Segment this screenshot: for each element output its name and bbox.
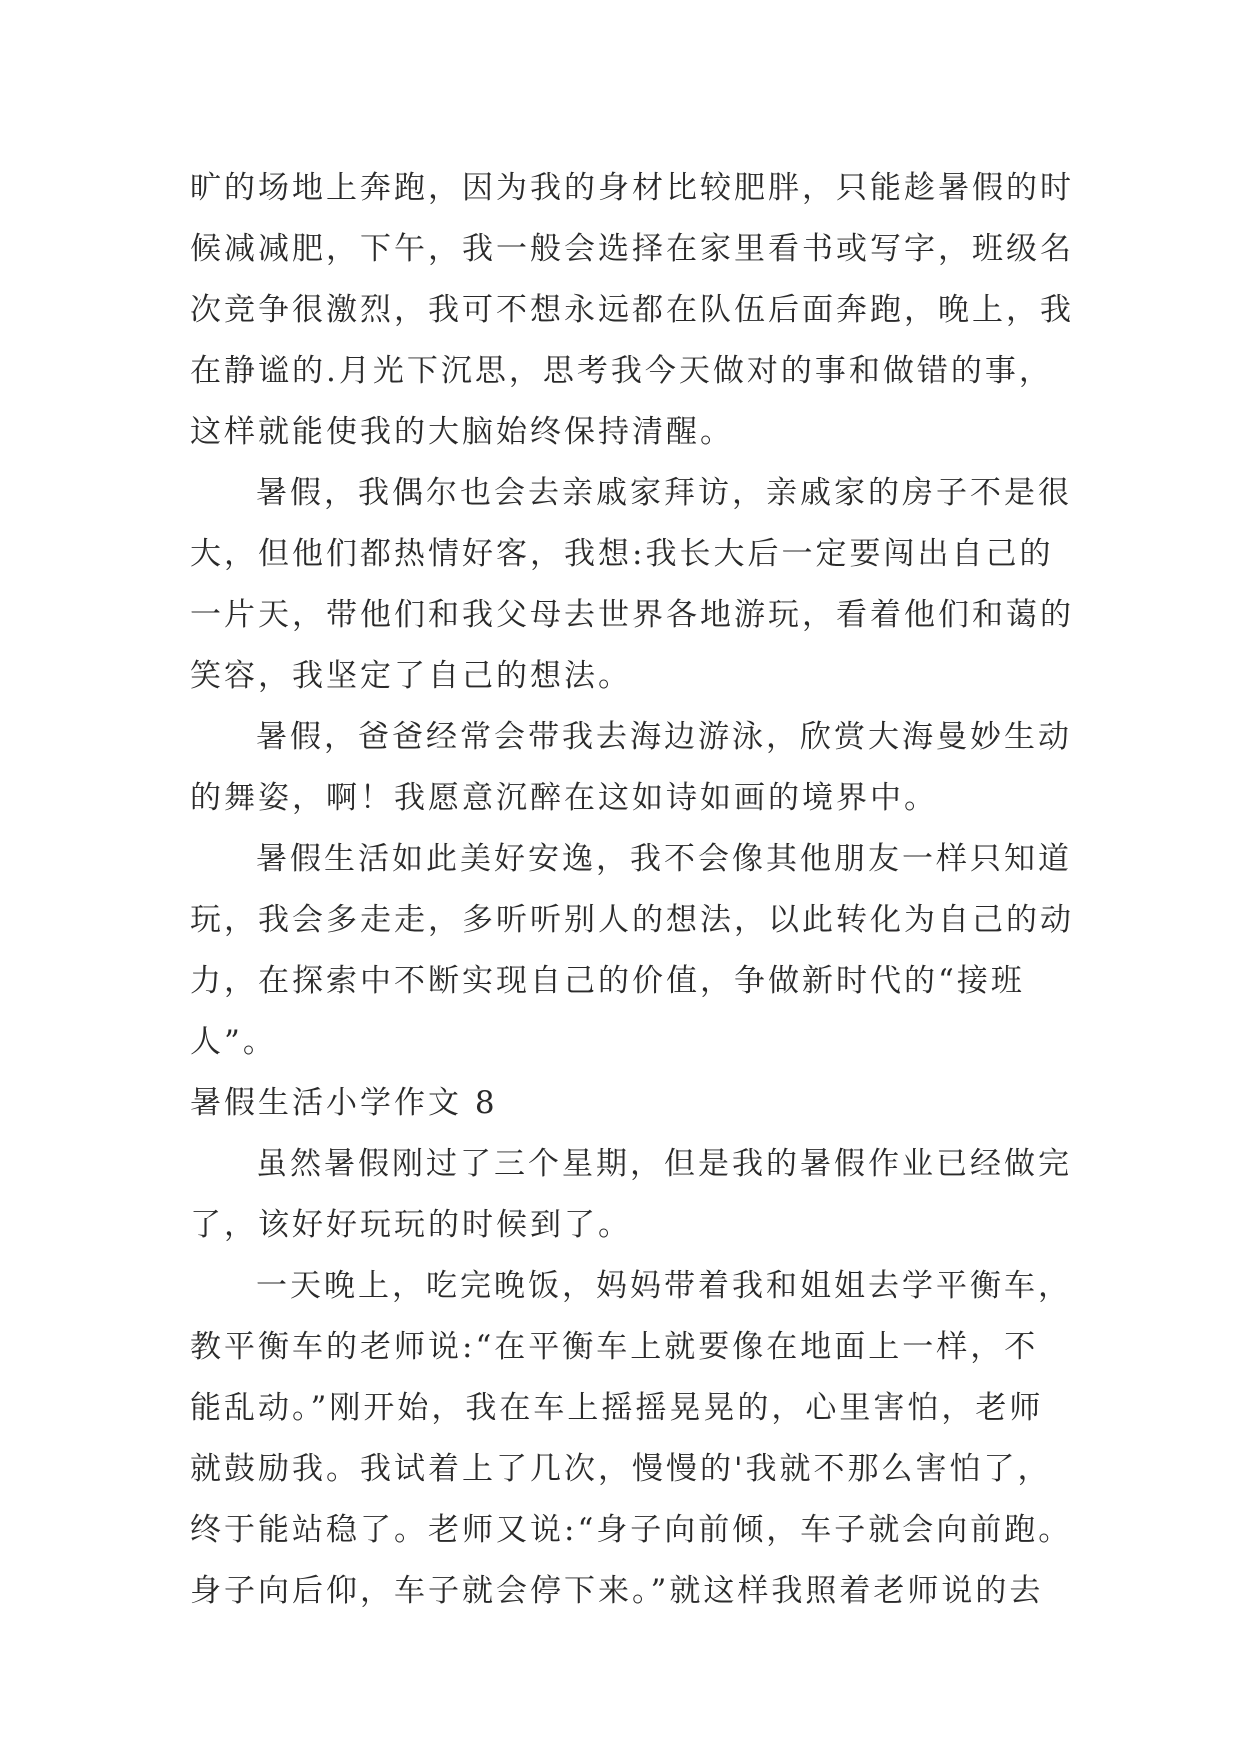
document-body	[190, 158, 1074, 1622]
text-line: 就鼓励我。我试着上了几次，慢慢的'我就不那么害怕了，	[190, 1451, 1052, 1487]
text-line: 候减减肥，下午，我一般会选择在家里看书或写字，班级名	[190, 231, 1074, 267]
text-line: 教平衡车的老师说:“在平衡车上就要像在地面上一样，不	[190, 1329, 1039, 1365]
text-line: 力，在探索中不断实现自己的价值，争做新时代的“接班	[190, 963, 1025, 999]
paragraph-first-line: 一天晚上，吃完晚饭，妈妈带着我和姐姐去学平衡车，	[256, 1268, 1072, 1304]
text-line: 的舞姿，啊！我愿意沉醉在这如诗如画的境界中。	[190, 780, 938, 816]
section-heading: 暑假生活小学作文 8	[190, 1085, 498, 1121]
text-line: 身子向后仰，车子就会停下来。”就这样我照着老师说的去	[190, 1573, 1044, 1609]
text-line: 终于能站稳了。老师又说:“身子向前倾，车子就会向前跑。	[190, 1512, 1073, 1548]
text-line: 这样就能使我的大脑始终保持清醒。	[190, 414, 734, 450]
text-line: 旷的场地上奔跑，因为我的身材比较肥胖，只能趁暑假的时	[190, 170, 1074, 206]
paragraph-first-line: 暑假，爸爸经常会带我去海边游泳，欣赏大海曼妙生动	[256, 719, 1072, 755]
paragraph-first-line: 虽然暑假刚过了三个星期，但是我的暑假作业已经做完	[256, 1146, 1072, 1182]
paragraph-first-line: 暑假，我偶尔也会去亲戚家拜访，亲戚家的房子不是很	[256, 475, 1072, 511]
text-line: 在静谧的.月光下沉思，思考我今天做对的事和做错的事，	[190, 353, 1053, 389]
paragraph-first-line: 暑假生活如此美好安逸，我不会像其他朋友一样只知道	[256, 841, 1072, 877]
text-line: 玩，我会多走走，多听听别人的想法，以此转化为自己的动	[190, 902, 1074, 938]
text-line: 人”。	[190, 1024, 277, 1060]
text-line: 能乱动。”刚开始，我在车上摇摇晃晃的，心里害怕，老师	[190, 1390, 1044, 1426]
text-line: 笑容，我坚定了自己的想法。	[190, 658, 632, 694]
text-line: 一片天，带他们和我父母去世界各地游玩，看着他们和蔼的	[190, 597, 1074, 633]
text-line: 了，该好好玩玩的时候到了。	[190, 1207, 632, 1243]
text-line: 次竞争很激烈，我可不想永远都在队伍后面奔跑，晚上，我	[190, 292, 1074, 328]
text-line: 大，但他们都热情好客，我想:我长大后一定要闯出自己的	[190, 536, 1054, 572]
